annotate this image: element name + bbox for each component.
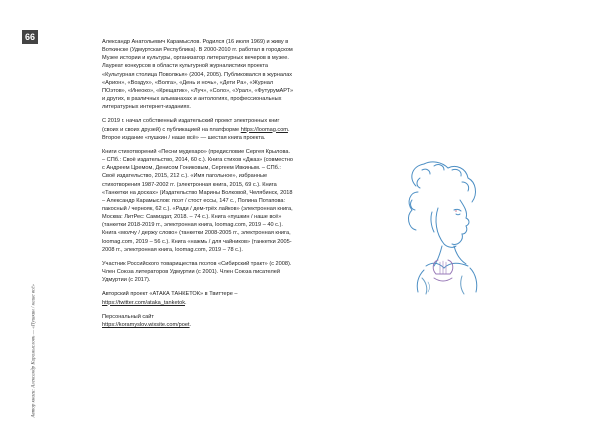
bio-paragraph-2-text-start: С 2019 г. начал собственный издательский проект электронных книг (своих и своих друзей) с публикацией на платформе xyxy=(102,118,280,133)
bio-paragraph-3: Книги стихотворений «Песни мудехаро» (предисловие Сергея Крылова. – СПб.: Своё издательство, 2014, 60 с.). Книга стихов «Джаз» (совместно с Андреем Цремом, Денисом Гониковым, Сергеем Ивкиным. – СПб.: Своё издательство, 2015, 212 с.). «Имя пагольное», избранные стихотворения 1987-2002 гг. (электронная книга, 2015, 69 с.). Книга «Танкетки на досках» (Издательство Марины Волковой, Челябинск, 2018 – Александр Карамыслов: поэт / стост ессы, 147 с., Полина Потапова: пакосный / чернояк, 62 с.). «Ради / дем-трёх лайков» (электронная книга, Москва: ЛитРес: Самиздат, 2018. – 74 с.). Книга «пушкин / наше всё» (танкетки 2018-2019 гг., электронная книга, loomag.com, 2019 – 40 с.). Книга «молчу / держу слово» (танкетки 2008-2005 гг., электронная книга, loomag.com, 2019 – 56 с.). Книга «нажмь / для чайников» (танкетки 2005-2008 гг., электронная книга, loomag.com, 2019 – 78 с.). xyxy=(102,148,293,253)
personal-site-link-end: . xyxy=(189,321,192,328)
bio-paragraph-6 xyxy=(102,313,294,329)
author-bio xyxy=(102,38,294,335)
personal-site-label: Персональный сайт xyxy=(102,313,154,320)
bio-paragraph-5-text-end: . xyxy=(185,299,187,306)
bio-paragraph-2-text-end: . Второе издание «пушкин / наше всё» — шестая книга проекта. xyxy=(102,126,290,141)
spine-strip xyxy=(4,240,44,420)
bio-paragraph-2 xyxy=(102,117,294,141)
bio-paragraph-4: Участник Российского товарищества поэтов «Сибирский тракт» (с 2008). Член Союза литераторов Удмуртии (с 2001). Член Союза писателей Удмуртии (с 2017). xyxy=(102,260,292,284)
bio-paragraph-1: Александр Анатольевич Карамыслов. Родился (16 июля 1969) и живу в Воткинске (Удмуртская Республика). В 2000-2010 гг. работал в городском Музее истории и культуры, организатор литературных вечеров в музее. Лауреат конкурсов в области культурной журналистики проекта «Культурная столица Поволжья» (2004, 2005). Публиковался в журналах «Арион», «Воздух», «Волга», «День и ночь», «Дети Ра», «Журнал ПОэтов», «Инеоко», «Крещатик», «Луч», «Соло», «Урал», «ФутурумАРТ» и других, в различных альманахах и антологиях, профессиональных литературных интернет-изданиях. xyxy=(102,39,294,111)
loomag-link[interactable]: https://loomag.com xyxy=(240,126,288,133)
page-number: 66 xyxy=(22,30,38,44)
bio-paragraph-5 xyxy=(102,290,294,306)
pushkin-portrait-image xyxy=(398,158,487,295)
personal-site-link[interactable]: https://koramyslov.wixsite.com/poet xyxy=(102,321,190,328)
spine-text: Автор книги: Александр Карамысловъ — «Пушкин / наше всё» xyxy=(31,284,37,418)
twitter-link[interactable]: https://twitter.com/ataka_tanketok xyxy=(102,299,186,306)
bio-paragraph-5-text: Авторский проект «АТАКА ТАНКЕТОК» в Твиттере – xyxy=(102,291,238,298)
